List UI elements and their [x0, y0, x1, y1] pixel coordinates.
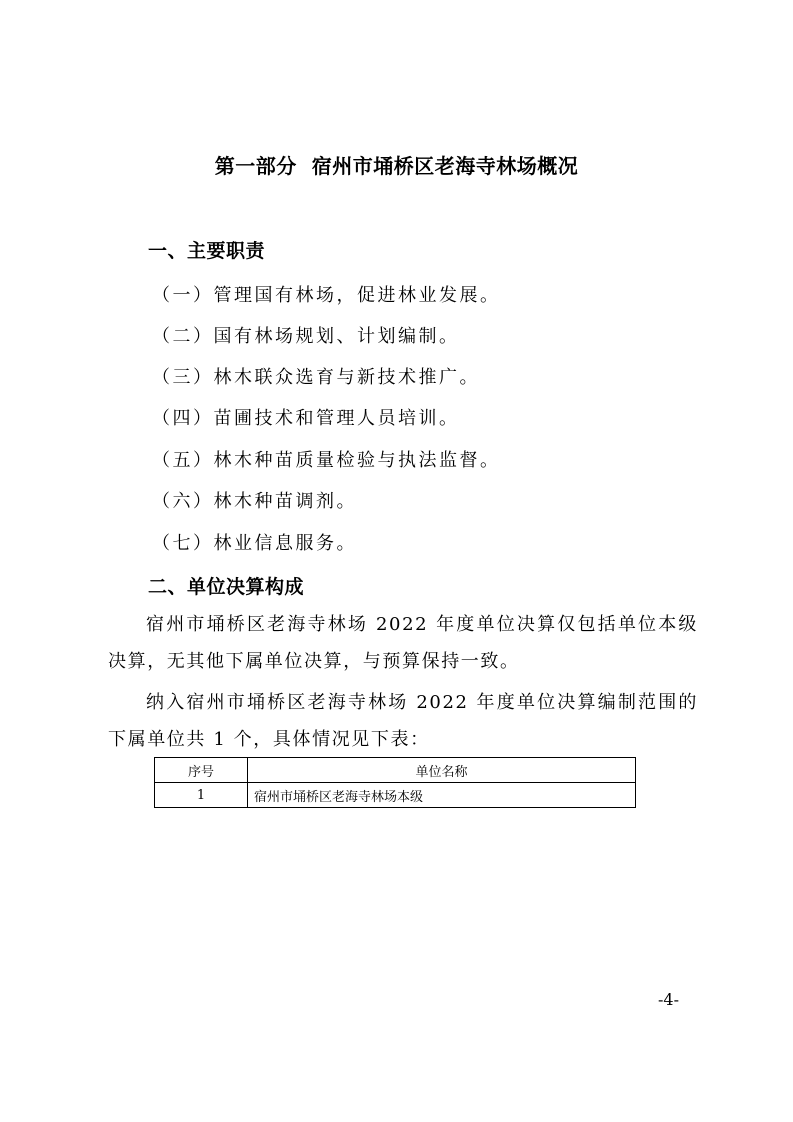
paragraph-composition: 宿州市埇桥区老海寺林场 2022 年度单位决算仅包括单位本级决算，无其他下属单位决算，与预算保持一致。 [108, 614, 698, 672]
table-cell-unit-name: 宿州市埇桥区老海寺林场本级 [248, 783, 636, 808]
paragraph-scope: 纳入宿州市埇桥区老海寺林场 2022 年度单位决算编制范围的下属单位共 1 个，具体情况见下表： [108, 692, 698, 750]
duty-item-2: （二）国有林场规划、计划编制。 [152, 326, 460, 347]
page-number: -4- [658, 990, 679, 1009]
duty-item-4: （四）苗圃技术和管理人员培训。 [152, 408, 460, 429]
page-title: 第一部分 宿州市埇桥区老海寺林场概况 [214, 154, 579, 178]
table-header-unit-name: 单位名称 [248, 758, 636, 783]
duty-item-7: （七）林业信息服务。 [152, 533, 357, 554]
table-row [155, 783, 636, 808]
duty-item-5: （五）林木种苗质量检验与执法监督。 [152, 450, 501, 471]
table-cell-index: 1 [155, 783, 248, 808]
section-heading-main-duties: 一、主要职责 [148, 240, 266, 262]
duty-item-1: （一）管理国有林场，促进林业发展。 [152, 285, 501, 306]
duty-item-3: （三）林木联众选育与新技术推广。 [152, 367, 480, 388]
table-header-index: 序号 [155, 758, 248, 783]
units-table [154, 757, 636, 808]
table-header-row [155, 758, 636, 783]
duty-item-6: （六）林木种苗调剂。 [152, 491, 357, 512]
section-heading-unit-composition: 二、单位决算构成 [148, 576, 305, 598]
